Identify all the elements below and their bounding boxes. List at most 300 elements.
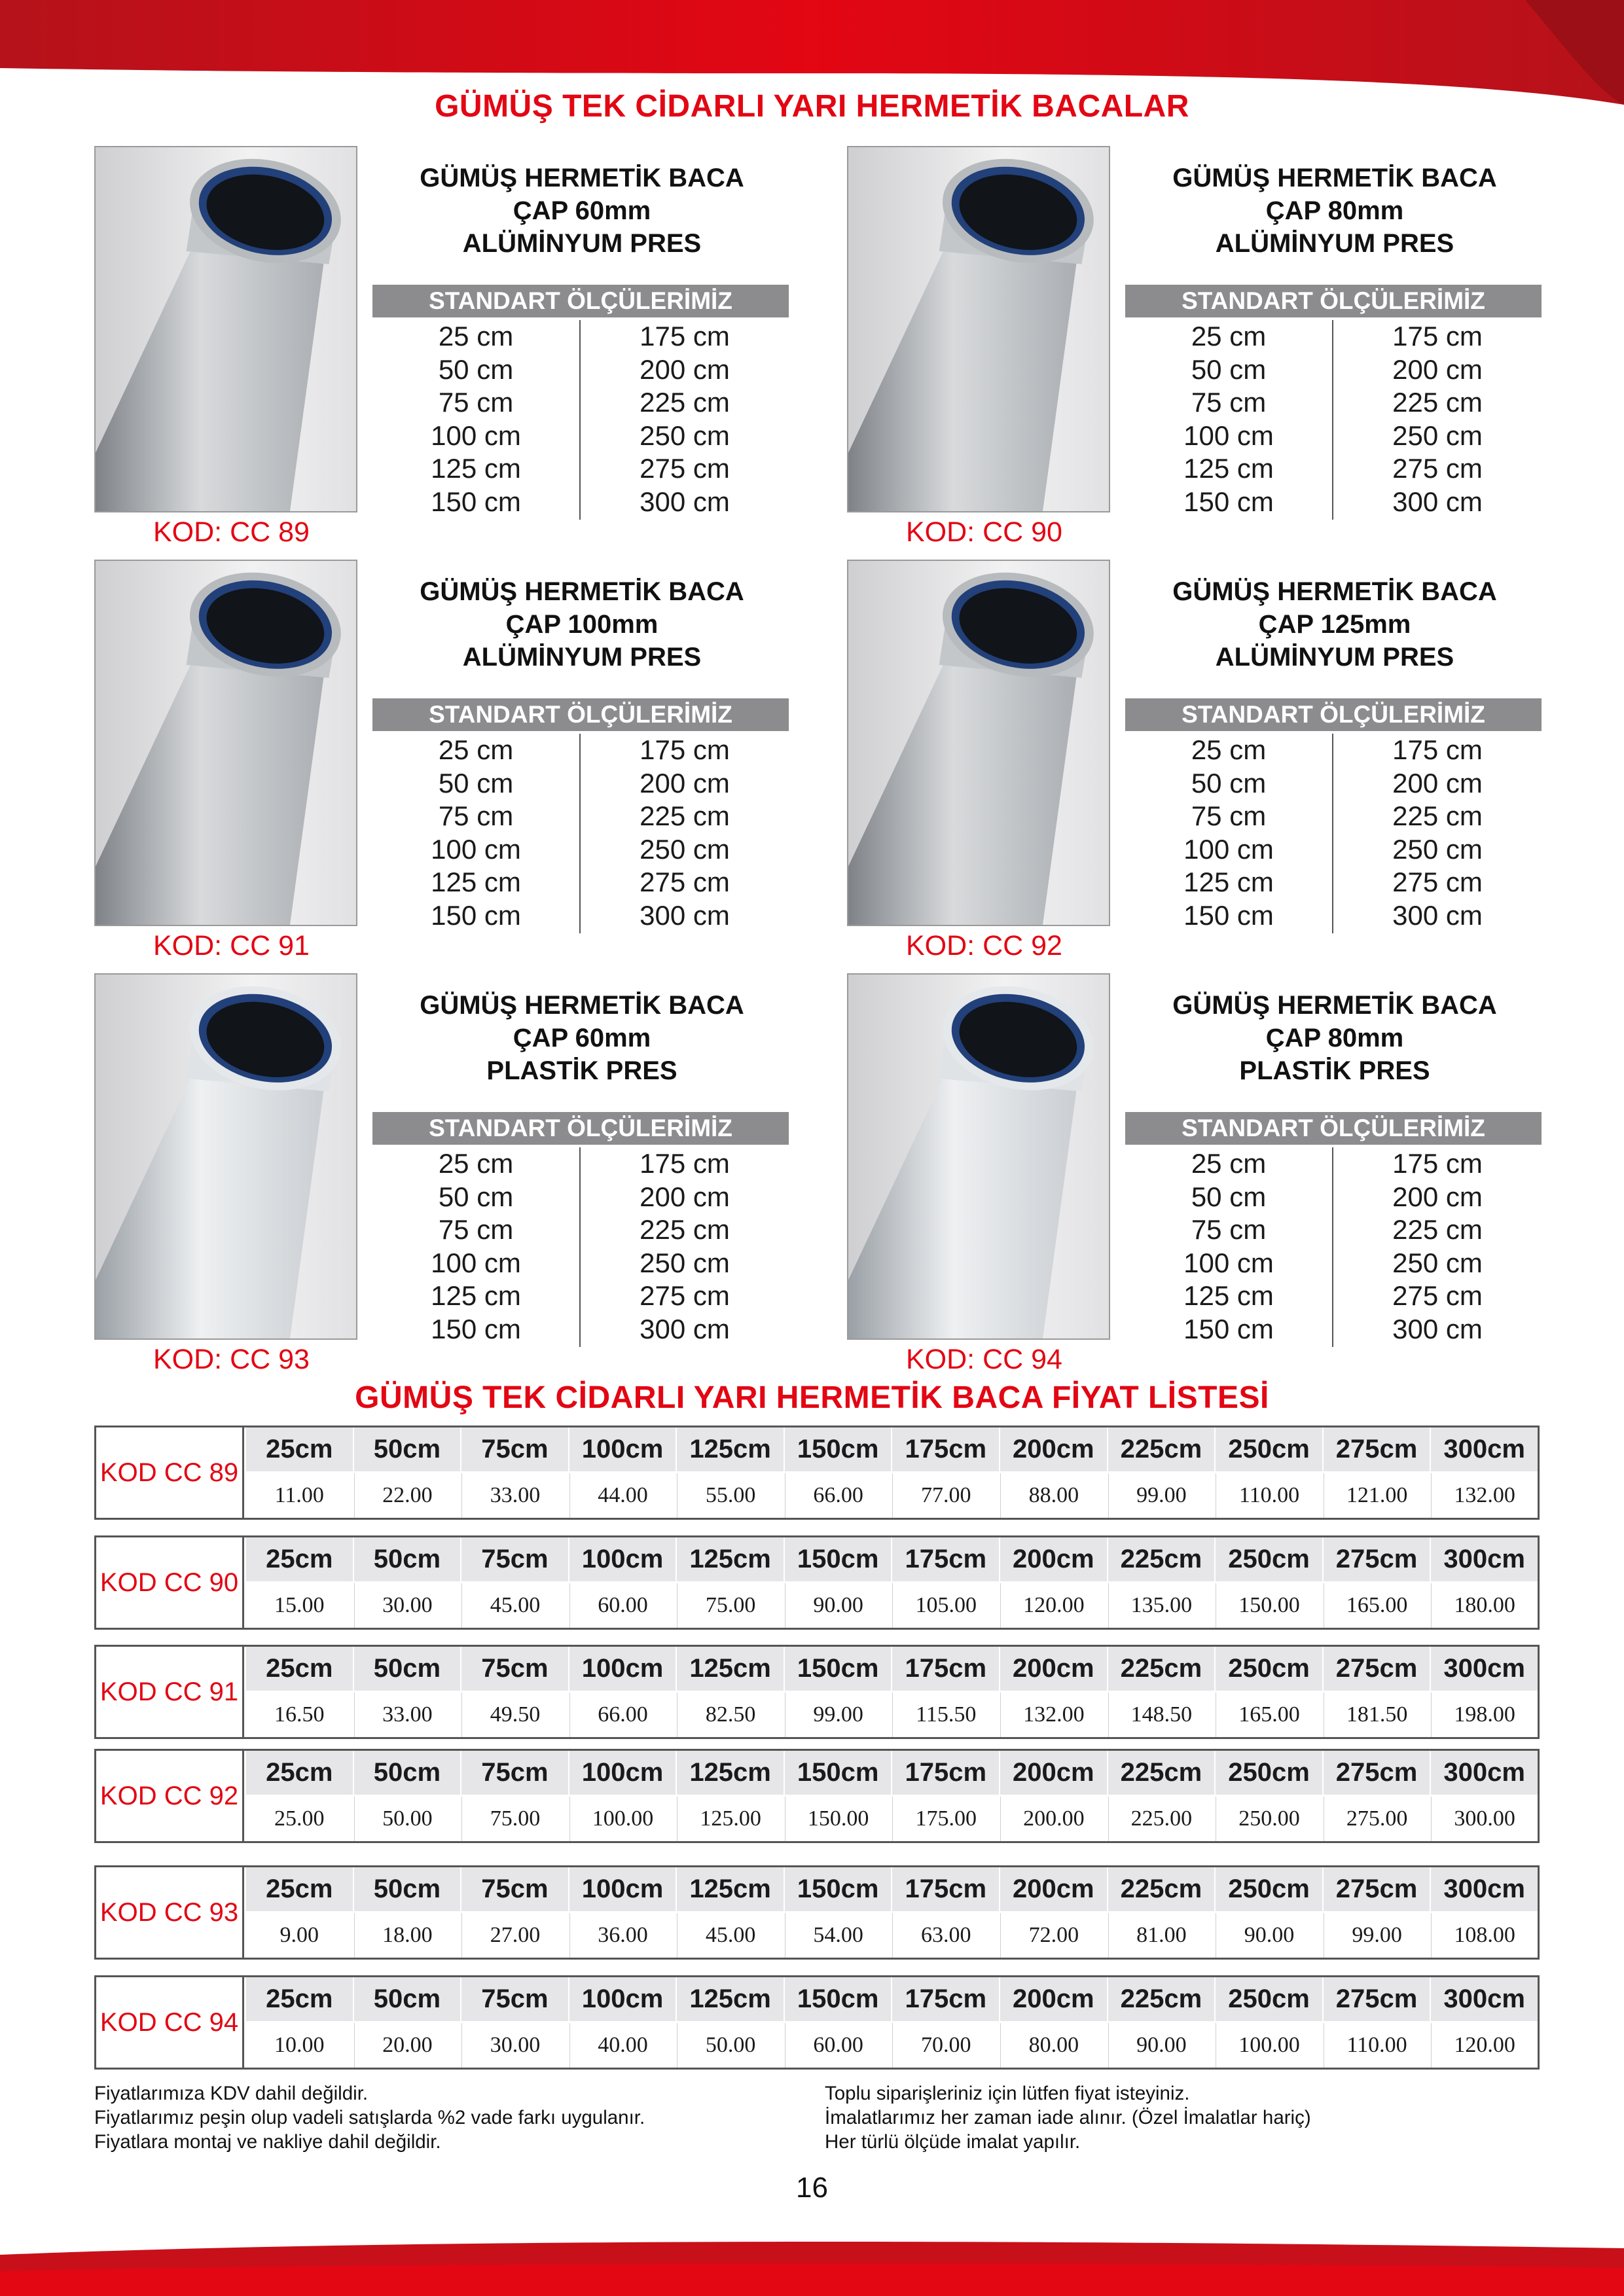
size-item: 100 cm [431,1247,521,1278]
standard-sizes-header: STANDART ÖLÇÜLERİMİZ [1125,1112,1542,1145]
size-header-cell: 125cm [677,1751,784,1797]
price-table-code: KOD CC 94 [96,1977,244,2068]
size-item: 50 cm [438,353,514,385]
price-cell: 181.50 [1324,1693,1430,1737]
size-item: 275 cm [1392,453,1483,484]
price-cell: 88.00 [1000,1473,1107,1518]
size-header-cell: 25cm [246,1867,353,1913]
price-cell: 27.00 [461,1913,568,1958]
product-type: ALÜMİNYUM PRES [462,229,702,258]
size-item: 75 cm [1191,387,1267,418]
standard-sizes-header: STANDART ÖLÇÜLERİMİZ [372,698,789,731]
sizes-column-right [1333,734,1542,933]
price-cell: 165.00 [1216,1693,1322,1737]
price-column [353,1647,461,1737]
price-column [891,1751,999,1841]
size-item: 175 cm [640,1148,730,1179]
price-column [246,1427,353,1518]
product-diameter: ÇAP 125mm [1258,610,1411,639]
price-cell: 50.00 [677,2023,784,2068]
price-column [460,1427,568,1518]
size-item: 75 cm [438,800,514,831]
price-column [1430,1427,1538,1518]
sizes-column-right [581,734,789,933]
page-number: 16 [796,2172,828,2204]
price-cell: 90.00 [785,1583,892,1628]
price-cell: 75.00 [461,1797,568,1841]
price-table-cc89 [94,1426,1540,1520]
size-item: 225 cm [1392,1214,1483,1245]
size-header-cell: 25cm [246,1427,353,1473]
product-card-cc90 [847,146,1554,558]
size-item: 250 cm [1392,420,1483,451]
size-header-cell: 125cm [677,1867,784,1913]
price-cell: 45.00 [461,1583,568,1628]
size-item: 100 cm [1183,1247,1274,1278]
price-column [353,1751,461,1841]
price-cell: 225.00 [1108,1797,1215,1841]
size-header-cell: 275cm [1324,1751,1430,1797]
standard-sizes-list [372,1147,789,1347]
size-item: 250 cm [640,420,730,451]
product-code: KOD: CC 94 [906,1344,1062,1375]
price-column [568,1867,676,1958]
price-cell: 120.00 [1000,1583,1107,1628]
price-cell: 25.00 [274,1806,325,1831]
size-item: 200 cm [640,1181,730,1212]
size-item: 200 cm [1392,353,1483,385]
price-cell: 54.00 [785,1913,892,1958]
size-item: 25 cm [438,1148,514,1179]
price-cell: 45.00 [677,1913,784,1958]
size-header-cell: 150cm [785,1647,892,1693]
size-header-cell: 175cm [892,1427,999,1473]
price-cell: 60.00 [785,2023,892,2068]
price-column [568,1537,676,1628]
price-cell: 125.00 [677,1797,784,1841]
size-header-cell: 50cm [354,1867,461,1913]
price-cell: 15.00 [274,1593,325,1617]
price-column [1214,1647,1322,1737]
size-item: 275 cm [640,867,730,897]
price-column [1107,1537,1215,1628]
price-cell: 90.00 [1108,2023,1215,2068]
size-item: 100 cm [431,833,521,865]
size-header-cell: 125cm [677,1427,784,1473]
price-column [1214,1537,1322,1628]
size-item: 200 cm [640,353,730,385]
price-column [1430,1751,1538,1841]
price-cell: 250.00 [1216,1797,1322,1841]
size-item: 250 cm [640,833,730,865]
price-cell: 60.00 [569,1583,676,1628]
size-header-cell: 175cm [892,1867,999,1913]
sizes-column-left [372,320,581,520]
size-item: 275 cm [640,453,730,484]
price-table-code: KOD CC 90 [96,1537,244,1628]
price-cell: 120.00 [1431,2023,1538,2068]
size-header-cell: 100cm [569,1537,676,1583]
product-name: GÜMÜŞ HERMETİK BACA [1172,577,1497,606]
price-cell: 300.00 [1431,1797,1538,1841]
size-header-cell: 250cm [1216,1427,1322,1473]
price-column [460,1537,568,1628]
size-header-cell: 75cm [461,1867,568,1913]
note-line: Her türlü ölçüde imalat yapılır. [825,2131,1081,2153]
size-item: 50 cm [438,1181,514,1212]
size-item: 150 cm [431,899,521,931]
size-header-cell: 275cm [1324,1537,1430,1583]
price-cell: 77.00 [892,1473,999,1518]
size-header-cell: 300cm [1431,1867,1538,1913]
size-item: 250 cm [640,1247,730,1278]
price-cell: 150.00 [1216,1583,1322,1628]
size-item: 125 cm [431,453,521,484]
price-column [353,1537,461,1628]
price-column [999,1647,1107,1737]
size-header-cell: 25cm [246,1977,353,2023]
price-cell: 10.00 [274,2033,325,2057]
size-item: 200 cm [1392,767,1483,798]
product-code: KOD: CC 93 [153,1344,310,1375]
price-cell: 70.00 [892,2023,999,2068]
size-header-cell: 275cm [1324,1647,1430,1693]
price-column [891,1867,999,1958]
size-header-cell: 250cm [1216,1977,1322,2023]
standard-sizes-list [1125,1147,1542,1347]
size-header-cell: 150cm [785,1977,892,2023]
size-item: 275 cm [1392,1280,1483,1311]
size-item: 175 cm [640,734,730,765]
product-type: ALÜMİNYUM PRES [462,643,702,672]
price-column [1322,1751,1430,1841]
price-column [1214,1867,1322,1958]
price-column [246,1867,353,1958]
product-code: KOD: CC 89 [153,516,310,548]
price-column [568,1647,676,1737]
size-header-cell: 150cm [785,1867,892,1913]
price-cell: 110.00 [1324,2023,1430,2068]
size-header-cell: 200cm [1000,1867,1107,1913]
size-item: 25 cm [1191,1148,1267,1179]
standard-sizes-header: STANDART ÖLÇÜLERİMİZ [372,285,789,317]
size-item: 25 cm [1191,321,1267,351]
price-column [1214,1427,1322,1518]
size-header-cell: 175cm [892,1647,999,1693]
price-table-code: KOD CC 92 [96,1751,244,1841]
product-name: GÜMÜŞ HERMETİK BACA [420,164,744,192]
size-header-cell: 50cm [354,1647,461,1693]
size-header-cell: 50cm [354,1427,461,1473]
size-header-cell: 150cm [785,1751,892,1797]
price-column [460,1977,568,2068]
price-column [784,1867,892,1958]
size-header-cell: 150cm [785,1427,892,1473]
price-table-code: KOD CC 91 [96,1647,244,1737]
size-item: 25 cm [438,734,514,765]
product-name: GÜMÜŞ HERMETİK BACA [1172,991,1497,1020]
size-header-cell: 250cm [1216,1647,1322,1693]
size-header-cell: 50cm [354,1977,461,2023]
size-item: 300 cm [1392,486,1483,517]
price-cell: 66.00 [569,1693,676,1737]
size-item: 200 cm [1392,1181,1483,1212]
size-item: 125 cm [431,867,521,897]
size-item: 275 cm [640,1280,730,1311]
price-table-cc94 [94,1975,1540,2070]
size-item: 125 cm [1183,867,1274,897]
standard-sizes-list [1125,320,1542,520]
size-item: 150 cm [431,1313,521,1344]
price-cell: 20.00 [354,2023,461,2068]
price-column [353,1427,461,1518]
sizes-column-left [1125,734,1333,933]
price-grid [246,1427,1538,1518]
price-cell: 9.00 [280,1923,319,1947]
size-header-cell: 125cm [677,1647,784,1693]
size-item: 300 cm [640,486,730,517]
price-grid [246,1647,1538,1737]
price-cell: 150.00 [785,1797,892,1841]
price-column [1322,1647,1430,1737]
price-column [784,1977,892,2068]
price-cell: 115.50 [892,1693,999,1737]
size-header-cell: 125cm [677,1977,784,2023]
product-diameter: ÇAP 60mm [513,196,651,225]
price-column [999,1751,1107,1841]
size-header-cell: 250cm [1216,1537,1322,1583]
size-header-cell: 300cm [1431,1427,1538,1473]
price-column [568,1977,676,2068]
price-column [568,1427,676,1518]
size-item: 200 cm [640,767,730,798]
price-column [460,1647,568,1737]
price-column [891,1427,999,1518]
price-table-cc90 [94,1535,1540,1630]
sizes-column-left [372,1147,581,1347]
price-list-title: GÜMÜŞ TEK CİDARLI YARI HERMETİK BACA FİYAT LİSTESİ [355,1380,1269,1415]
price-cell: 165.00 [1324,1583,1430,1628]
price-column [460,1867,568,1958]
size-item: 75 cm [1191,1214,1267,1245]
price-column [891,1977,999,2068]
price-column [568,1751,676,1841]
size-item: 50 cm [1191,353,1267,385]
size-item: 225 cm [640,800,730,831]
size-header-cell: 225cm [1108,1751,1215,1797]
standard-sizes-list [1125,734,1542,933]
note-line: İmalatlarımız her zaman iade alınır. (Özel İmalatlar hariç) [825,2107,1311,2128]
size-header-cell: 300cm [1431,1537,1538,1583]
price-cell: 135.00 [1108,1583,1215,1628]
price-cell: 33.00 [354,1693,461,1737]
size-item: 300 cm [640,1313,730,1344]
product-code: KOD: CC 91 [153,930,310,961]
price-column [1322,1537,1430,1628]
size-header-cell: 175cm [892,1751,999,1797]
footer-band [0,2222,1624,2296]
sizes-column-right [581,320,789,520]
price-cell: 11.00 [274,1483,324,1507]
price-grid [246,1867,1538,1958]
size-header-cell: 50cm [354,1751,461,1797]
product-diameter: ÇAP 60mm [513,1024,651,1052]
price-column [676,1647,784,1737]
size-item: 150 cm [431,486,521,517]
product-photo [847,973,1110,1340]
price-cell: 72.00 [1000,1913,1107,1958]
sizes-column-left [1125,320,1333,520]
product-code: KOD: CC 92 [906,930,1062,961]
size-header-cell: 200cm [1000,1647,1107,1693]
size-item: 75 cm [438,1214,514,1245]
size-header-cell: 275cm [1324,1977,1430,2023]
size-item: 225 cm [1392,387,1483,418]
size-header-cell: 75cm [461,1427,568,1473]
size-item: 300 cm [640,899,730,931]
product-name: GÜMÜŞ HERMETİK BACA [420,577,744,606]
size-item: 175 cm [1392,1148,1483,1179]
price-cell: 110.00 [1216,1473,1322,1518]
price-column [246,1647,353,1737]
notes-left [94,2081,645,2154]
size-header-cell: 25cm [246,1537,353,1583]
sizes-column-left [1125,1147,1333,1347]
size-item: 175 cm [640,321,730,351]
price-column [676,1867,784,1958]
price-cell: 18.00 [354,1913,461,1958]
product-title [372,575,791,673]
product-diameter: ÇAP 80mm [1265,1024,1404,1052]
size-header-cell: 300cm [1431,1647,1538,1693]
size-item: 250 cm [1392,833,1483,865]
price-cell: 55.00 [677,1473,784,1518]
size-header-cell: 75cm [461,1751,568,1797]
size-header-cell: 175cm [892,1537,999,1583]
note-line: Toplu siparişleriniz için lütfen fiyat isteyiniz. [825,2083,1190,2104]
price-cell: 198.00 [1431,1693,1538,1737]
size-item: 175 cm [1392,734,1483,765]
size-header-cell: 100cm [569,1751,676,1797]
price-column [1430,1537,1538,1628]
size-item: 150 cm [1183,486,1274,517]
note-line: Fiyatlara montaj ve nakliye dahil değildir. [94,2131,441,2153]
price-column [999,1537,1107,1628]
price-column [1107,1647,1215,1737]
product-title [1125,162,1544,260]
price-grid [246,1751,1538,1841]
size-item: 75 cm [1191,800,1267,831]
size-header-cell: 125cm [677,1537,784,1583]
price-column [1107,1751,1215,1841]
size-item: 25 cm [1191,734,1267,765]
size-item: 100 cm [1183,833,1274,865]
size-header-cell: 250cm [1216,1867,1322,1913]
price-column [999,1427,1107,1518]
sizes-column-right [1333,320,1542,520]
product-code: KOD: CC 90 [906,516,1062,548]
price-column [999,1977,1107,2068]
size-header-cell: 225cm [1108,1537,1215,1583]
price-column [1214,1977,1322,2068]
size-header-cell: 200cm [1000,1537,1107,1583]
size-item: 100 cm [431,420,521,451]
price-cell: 30.00 [461,2023,568,2068]
size-item: 275 cm [1392,867,1483,897]
price-cell: 105.00 [892,1583,999,1628]
price-cell: 75.00 [677,1583,784,1628]
product-title [372,162,791,260]
price-cell: 44.00 [569,1473,676,1518]
price-cell: 99.00 [785,1693,892,1737]
size-item: 225 cm [640,1214,730,1245]
product-photo [94,973,357,1340]
size-header-cell: 50cm [354,1537,461,1583]
size-header-cell: 300cm [1431,1977,1538,2023]
price-cell: 36.00 [569,1913,676,1958]
product-diameter: ÇAP 80mm [1265,196,1404,225]
price-cell: 100.00 [1216,2023,1322,2068]
size-header-cell: 225cm [1108,1647,1215,1693]
size-header-cell: 100cm [569,1977,676,2023]
product-title [372,989,791,1087]
price-cell: 30.00 [354,1583,461,1628]
price-table-cc92 [94,1749,1540,1843]
size-header-cell: 225cm [1108,1867,1215,1913]
size-item: 225 cm [1392,800,1483,831]
size-item: 150 cm [1183,899,1274,931]
price-cell: 175.00 [892,1797,999,1841]
product-card-cc89 [94,146,801,558]
standard-sizes-list [372,320,789,520]
product-photo [847,560,1110,926]
price-cell: 33.00 [461,1473,568,1518]
price-cell: 66.00 [785,1473,892,1518]
product-diameter: ÇAP 100mm [505,610,659,639]
size-header-cell: 225cm [1108,1427,1215,1473]
size-item: 225 cm [640,387,730,418]
product-photo [94,146,357,512]
price-cell: 50.00 [354,1797,461,1841]
product-type: ALÜMİNYUM PRES [1215,643,1454,672]
product-card-cc93 [94,973,801,1386]
size-item: 75 cm [438,387,514,418]
size-header-cell: 275cm [1324,1427,1430,1473]
size-header-cell: 100cm [569,1647,676,1693]
product-title [1125,575,1544,673]
price-column [353,1867,461,1958]
standard-sizes-header: STANDART ÖLÇÜLERİMİZ [1125,698,1542,731]
price-column [1430,1647,1538,1737]
product-card-cc94 [847,973,1554,1386]
price-column [1214,1751,1322,1841]
size-header-cell: 75cm [461,1537,568,1583]
size-item: 50 cm [1191,1181,1267,1212]
size-header-cell: 275cm [1324,1867,1430,1913]
size-item: 125 cm [1183,453,1274,484]
price-column [891,1537,999,1628]
price-cell: 180.00 [1431,1583,1538,1628]
price-column [1322,1867,1430,1958]
product-photo [94,560,357,926]
price-cell: 200.00 [1000,1797,1107,1841]
price-column [676,1537,784,1628]
size-header-cell: 75cm [461,1977,568,2023]
price-column [1322,1427,1430,1518]
price-cell: 99.00 [1108,1473,1215,1518]
size-header-cell: 150cm [785,1537,892,1583]
price-table-cc91 [94,1645,1540,1739]
